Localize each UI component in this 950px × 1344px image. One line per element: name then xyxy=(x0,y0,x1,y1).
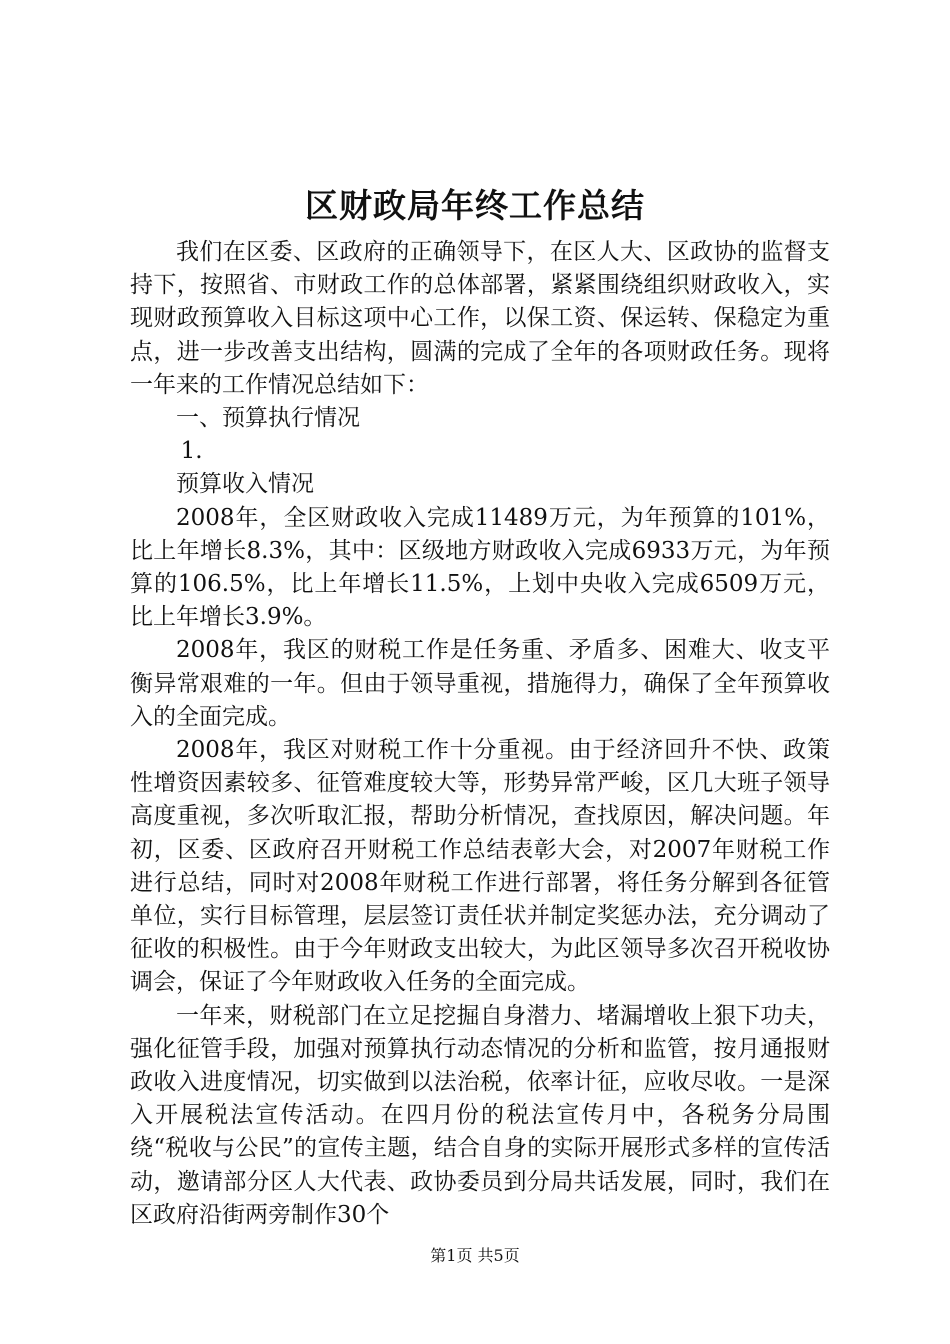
page-footer: 第1页 共5页 xyxy=(430,1246,520,1265)
paragraph-difficult-year: 2008年，我区的财税工作是任务重、矛盾多、困难大、收支平衡异常艰难的一年。但由于领导重视，措施得力，确保了全年预算收入的全面完成。 xyxy=(130,637,830,730)
document-body xyxy=(130,236,830,1232)
subsection-heading-budget-revenue: 预算收入情况 xyxy=(176,471,314,498)
document-title: 区财政局年终工作总结 xyxy=(305,186,645,225)
paragraph-revenue-figures: 2008年，全区财政收入完成11489万元，为年预算的101%，比上年增长8.3%，其中：区级地方财政收入完成6933万元，为年预算的106.5%，比上年增长11.5%，上划中央收入完成6509万元，比上年增长3.9%。 xyxy=(130,504,830,631)
paragraph-tax-collection: 一年来，财税部门在立足挖掘自身潜力、堵漏增收上狠下功夫，强化征管手段，加强对预算执行动态情况的分析和监管，按月通报财政收入进度情况，切实做到以法治税，依率计征，应收尽收。一是深入开展税法宣传活动。在四月份的税法宣传月中，各税务分局围绕“税收与公民”的宣传主题，结合自身的实际开展形式多样的宣传活动，邀请部分区人大代表、政协委员到分局共话发展，同时，我们在区政府沿街两旁制作30个 xyxy=(130,1002,830,1228)
item-number: 1. xyxy=(180,438,203,465)
paragraph-intro: 我们在区委、区政府的正确领导下，在区人大、区政协的监督支持下，按照省、市财政工作的总体部署，紧紧围绕组织财政收入，实现财政预算收入目标这项中心工作，以保工资、保运转、保稳定为重点，进一步改善支出结构，圆满的完成了全年的各项财政任务。现将一年来的工作情况总结如下： xyxy=(130,239,830,398)
paragraph-leadership: 2008年，我区对财税工作十分重视。由于经济回升不快、政策性增资因素较多、征管难度较大等，形势异常严峻，区几大班子领导高度重视，多次听取汇报，帮助分析情况，查找原因，解决问题。年初，区委、区政府召开财税工作总结表彰大会，对2007年财税工作进行总结，同时对2008年财税工作进行部署，将任务分解到各征管单位，实行目标管理，层层签订责任状并制定奖惩办法，充分调动了征收的积极性。由于今年财政支出较大，为此区领导多次召开税收协调会，保证了今年财政收入任务的全面完成。 xyxy=(130,737,830,996)
section-heading-budget-execution: 一、预算执行情况 xyxy=(176,405,360,432)
